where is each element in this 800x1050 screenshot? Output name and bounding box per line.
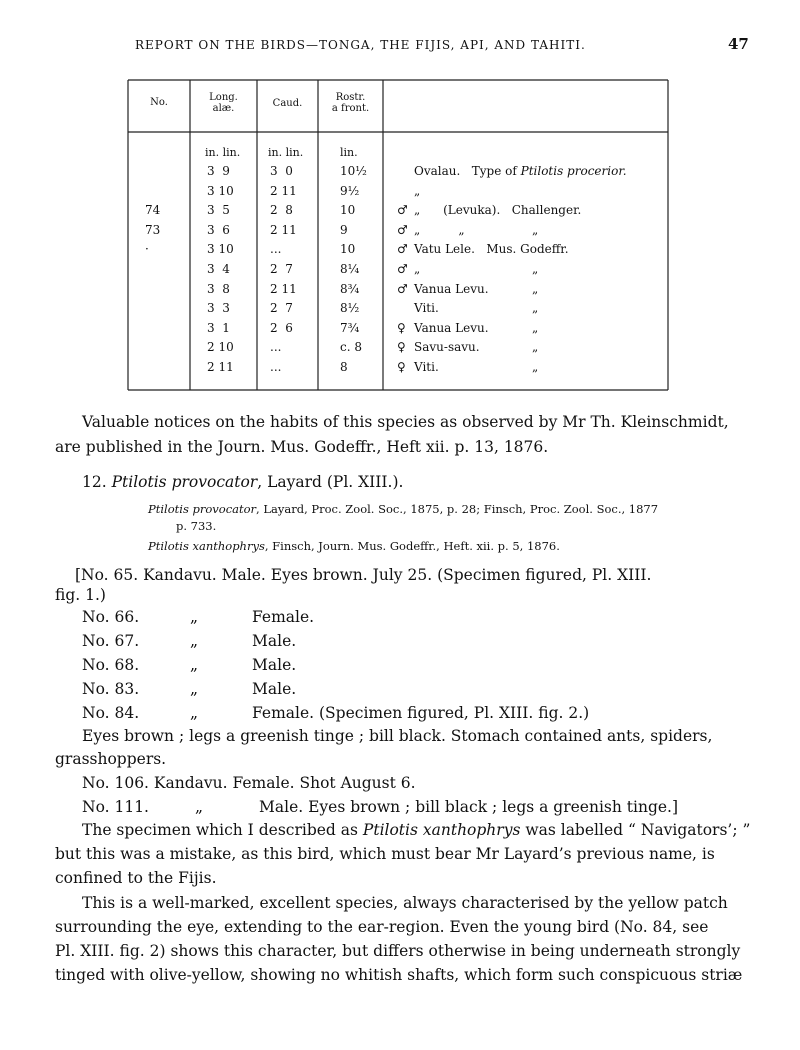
cell-long: 3 10 — [207, 183, 234, 198]
cell-no: 73 — [145, 222, 161, 237]
cell-sex: ♀ — [397, 340, 406, 355]
discussion-p1-italic: Ptilotis xanthophrys — [362, 821, 521, 839]
cell-locality — [414, 340, 480, 354]
cell-locality — [414, 360, 439, 374]
cell-sex: ♀ — [397, 320, 406, 335]
cell-caud: 2 11 — [270, 183, 297, 198]
cell-caud: 2 7 — [270, 262, 293, 276]
cell-sex: ♂ — [397, 262, 408, 276]
cell-locality-text: Viti. — [414, 360, 439, 374]
cell-caud: ... — [270, 340, 282, 355]
synonym-1 — [148, 502, 658, 516]
header-caud: Caud. — [272, 98, 303, 109]
specimen-ditto: „ — [190, 704, 199, 722]
eyes-line-1: Eyes brown ; legs a greenish tinge ; bill black. Stomach contained ants, spiders, — [82, 727, 713, 745]
header-rostr-line1: Rostr. — [335, 92, 366, 103]
cell-rostr: c. 8 — [340, 340, 362, 355]
cell-locality-text: Ovalau. Type of — [414, 164, 521, 178]
cell-locality — [414, 203, 581, 217]
cell-locality-text: Vatu Lele. Mus. Godeffr. — [414, 242, 569, 257]
cell-locality-text: Vanua Levu. — [414, 320, 489, 335]
cell-rostr: 8¾ — [340, 281, 360, 296]
running-header: REPORT ON THE BIRDS—TONGA, THE FIJIS, API, AND TAHITI. — [135, 38, 586, 52]
cell-rostr: 10 — [340, 203, 356, 218]
cell-long: 2 11 — [207, 360, 234, 374]
specimen-no: No. 83. — [82, 680, 140, 698]
cell-no: · — [145, 242, 149, 257]
synonym-1-cont: p. 733. — [176, 519, 217, 533]
discussion-p2-line2: surrounding the eye, extending to the ear-region. Even the young bird (No. 84, see — [55, 918, 709, 936]
cell-long: 3 8 — [207, 281, 230, 296]
cell-locality-text: Vanua Levu. — [414, 281, 489, 296]
cell-no: 74 — [145, 203, 161, 218]
specimen-sex: Male. — [252, 656, 297, 674]
cell-caud: ... — [270, 242, 282, 257]
specimen-sex: Female. (Specimen figured, Pl. XIII. fig. 2.) — [252, 704, 590, 722]
cell-locality — [414, 262, 420, 276]
species-number: 12. — [82, 473, 107, 491]
synonym-1-name: Ptilotis provocator — [148, 502, 257, 516]
cell-mark: „ — [532, 281, 539, 296]
cell-rostr: 7¾ — [340, 320, 360, 335]
cell-locality — [414, 184, 420, 198]
specimen-111-rest: Male. Eyes brown ; bill black ; legs a greenish tinge.] — [259, 798, 679, 816]
specimen-no: No. 84. — [82, 704, 140, 722]
cell-sex: ♀ — [397, 360, 406, 374]
specimen-111-ditto: „ — [195, 798, 204, 816]
cell-locality-text: Viti. — [414, 301, 439, 316]
discussion-p1-line2: but this was a mistake, as this bird, which must bear Mr Layard’s previous name, is — [55, 845, 715, 863]
cell-locality — [414, 282, 489, 296]
cell-locality-italic: Ptilotis procerior. — [520, 164, 627, 178]
cell-rostr: 8¼ — [340, 262, 360, 276]
cell-locality-text: „ — [414, 183, 421, 198]
discussion-p1-b: was labelled “ Navigators’; ” — [520, 821, 751, 839]
header-long — [190, 92, 257, 114]
units-long: in. lin. — [205, 146, 241, 159]
cell-locality-text: „ — [414, 262, 421, 276]
notice-line-1: Valuable notices on the habits of this species as observed by Mr Th. Kleinschmidt, — [82, 413, 729, 431]
specimen-65: [No. 65. Kandavu. Male. Eyes brown. July 25. (Specimen figured, Pl. XIII. — [75, 566, 652, 584]
species-heading — [82, 473, 403, 491]
discussion-p1-line1 — [82, 821, 750, 839]
specimen-no: No. 66. — [82, 608, 140, 626]
eyes-line-2: grasshoppers. — [55, 750, 167, 768]
specimen-65-cont: fig. 1.) — [55, 586, 106, 604]
cell-caud: 3 0 — [270, 164, 293, 178]
cell-locality-text: „ „ — [414, 222, 465, 237]
synonym-2-rest: , Finsch, Journ. Mus. Godeffr., Heft. xii. p. 5, 1876. — [264, 539, 560, 553]
discussion-p1-a: The specimen which I described as — [82, 821, 363, 839]
cell-sex: ♂ — [397, 242, 408, 257]
cell-caud: 2 11 — [270, 222, 297, 237]
cell-rostr: 8½ — [340, 301, 360, 316]
cell-caud: 2 7 — [270, 301, 293, 316]
page-number: 47 — [728, 35, 749, 53]
cell-mark: „ — [532, 262, 539, 276]
synonym-2-name: Ptilotis xanthophrys — [148, 539, 265, 553]
header-no: No. — [150, 97, 168, 108]
cell-locality — [414, 242, 569, 256]
cell-locality — [414, 223, 465, 237]
cell-long: 3 5 — [207, 203, 230, 218]
units-rostr: lin. — [340, 146, 358, 159]
cell-long: 3 9 — [207, 164, 230, 178]
header-long-line1: Long. — [209, 92, 238, 103]
cell-sex: ♂ — [397, 281, 408, 296]
species-rest: , Layard (Pl. XIII.). — [257, 473, 404, 491]
header-rostr — [318, 92, 383, 114]
cell-long: 3 6 — [207, 222, 230, 237]
cell-rostr: 9½ — [340, 183, 360, 198]
cell-locality-text: „ (Levuka). Challenger. — [414, 203, 582, 218]
cell-mark: „ — [532, 320, 539, 335]
specimen-sex: Male. — [252, 632, 297, 650]
cell-sex: ♂ — [397, 203, 408, 218]
cell-rostr: 8 — [340, 360, 348, 374]
cell-locality — [414, 321, 489, 335]
cell-long: 2 10 — [207, 340, 234, 355]
specimen-106: No. 106. Kandavu. Female. Shot August 6. — [82, 774, 416, 792]
cell-locality-text: Savu-savu. — [414, 340, 480, 355]
discussion-p2-line1: This is a well-marked, excellent species, always characterised by the yellow patch — [82, 894, 728, 912]
cell-locality — [414, 164, 627, 178]
cell-mark: „ — [532, 360, 539, 374]
cell-mark: „ — [532, 222, 539, 237]
specimen-ditto: „ — [190, 608, 199, 626]
specimen-no: No. 68. — [82, 656, 140, 674]
discussion-p2-line3: Pl. XIII. fig. 2) shows this character, but differs otherwise in being underneath strongly — [55, 942, 741, 960]
specimen-no: No. 67. — [82, 632, 140, 650]
species-name: Ptilotis provocator — [111, 473, 258, 491]
cell-long: 3 3 — [207, 301, 230, 316]
specimen-sex: Male. — [252, 680, 297, 698]
specimen-111-no: No. 111. — [82, 798, 149, 816]
cell-rostr: 9 — [340, 222, 348, 237]
cell-mark: „ — [532, 340, 539, 355]
cell-locality — [414, 301, 439, 315]
specimen-ditto: „ — [190, 680, 199, 698]
cell-rostr: 10½ — [340, 164, 367, 178]
header-long-line2: alæ. — [212, 103, 235, 114]
cell-rostr: 10 — [340, 242, 356, 257]
cell-long: 3 4 — [207, 262, 230, 276]
notice-line-2: are published in the Journ. Mus. Godeffr., Heft xii. p. 13, 1876. — [55, 438, 549, 456]
discussion-p1-line3: confined to the Fijis. — [55, 869, 217, 887]
cell-sex: ♂ — [397, 222, 408, 237]
specimen-ditto: „ — [190, 632, 199, 650]
header-rostr-line2: a front. — [331, 103, 370, 114]
cell-caud: 2 11 — [270, 281, 297, 296]
cell-caud: ... — [270, 360, 282, 374]
synonym-1-rest: , Layard, Proc. Zool. Soc., 1875, p. 28; Finsch, Proc. Zool. Soc., 1877 — [256, 502, 659, 516]
specimen-sex: Female. — [252, 608, 315, 626]
cell-long: 3 1 — [207, 320, 230, 335]
units-caud: in. lin. — [268, 146, 304, 159]
cell-mark: „ — [532, 301, 539, 316]
specimen-ditto: „ — [190, 656, 199, 674]
cell-caud: 2 8 — [270, 203, 293, 218]
discussion-p2-line4: tinged with olive-yellow, showing no whitish shafts, which form such conspicuous striæ — [55, 966, 743, 984]
cell-long: 3 10 — [207, 242, 234, 257]
synonym-2 — [148, 539, 560, 553]
cell-caud: 2 6 — [270, 320, 293, 335]
